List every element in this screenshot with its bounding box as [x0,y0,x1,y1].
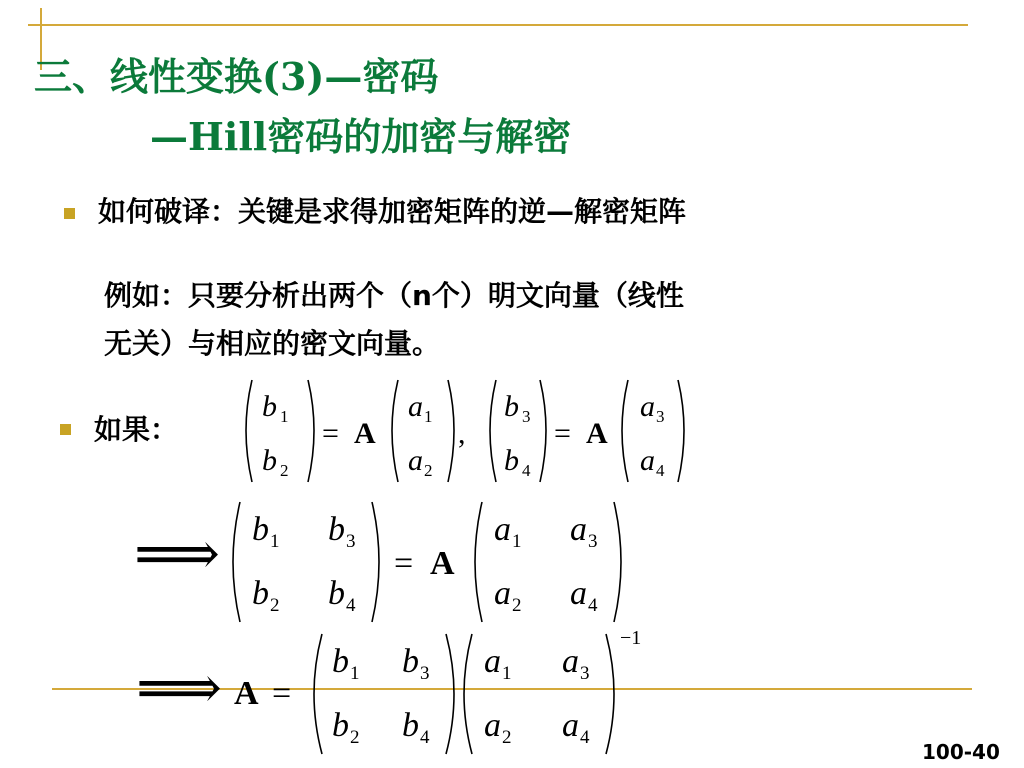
math-a4: a [570,575,587,612]
math-b3-sub: 3 [522,407,531,426]
math-a3-sub: 3 [588,531,598,552]
math-a3-sub: 3 [580,663,590,684]
math-b3: b [504,390,519,423]
page-number: 100-40 [922,740,1000,764]
math-b1-sub: 1 [350,663,360,684]
math-equals: = [322,417,339,450]
math-comma: , [458,417,466,450]
math-b1-sub: 1 [280,407,289,426]
math-b2: b [332,707,349,744]
math-a2: a [494,575,511,612]
math-a2: a [408,444,423,477]
math-b4: b [402,707,419,744]
example-line2: 无关）与相应的密文向量。 [104,327,441,360]
math-b4: b [504,444,519,477]
math-a3: a [640,390,655,423]
math-a3: a [570,511,587,548]
math-b4-sub: 4 [522,461,531,480]
math-b1: b [252,511,269,548]
math-a2-sub: 2 [502,727,512,748]
math-matrix-a: A [354,417,376,450]
math-matrix-a: A [234,675,259,712]
implies-arrow-icon: ⟹ [136,655,223,721]
math-a2: a [484,707,501,744]
math-a4: a [640,444,655,477]
math-b1-sub: 1 [270,531,280,552]
math-equals: = [272,675,292,712]
example-line1: 例如：只要分析出两个（n个）明文向量（线性 [104,279,684,312]
slide-title-line2: —Hill密码的加密与解密 [150,114,572,159]
math-a2-sub: 2 [424,461,433,480]
math-b2-sub: 2 [270,595,280,616]
math-b3: b [328,511,345,548]
math-b4-sub: 4 [420,727,430,748]
math-matrix-a: A [430,545,455,582]
implies-arrow-icon: ⟹ [134,521,221,587]
math-b2-sub: 2 [280,461,289,480]
math-equals: = [554,417,571,450]
math-b3-sub: 3 [346,531,356,552]
math-inverse-exponent: −1 [620,627,642,649]
math-a2-sub: 2 [512,595,522,616]
math-b4: b [328,575,345,612]
math-equals: = [394,545,414,582]
math-a3: a [562,643,579,680]
math-a4-sub: 4 [588,595,598,616]
math-b1: b [262,390,277,423]
math-a1: a [408,390,423,423]
math-b3-sub: 3 [420,663,430,684]
math-b1: b [332,643,349,680]
slide-title-line1: 三、线性变换(3)—密码 [34,54,439,99]
math-a1-sub: 1 [512,531,522,552]
math-b3: b [402,643,419,680]
bullet2-text: 如果： [94,413,179,446]
math-b2-sub: 2 [350,727,360,748]
math-a1: a [494,511,511,548]
math-b4-sub: 4 [346,595,356,616]
math-a4: a [562,707,579,744]
math-a1-sub: 1 [502,663,512,684]
math-a1-sub: 1 [424,407,433,426]
math-a4-sub: 4 [580,727,590,748]
math-b2: b [252,575,269,612]
bullet1-text: 如何破译：关键是求得加密矩阵的逆—解密矩阵 [98,195,687,228]
math-b2: b [262,444,277,477]
math-a1: a [484,643,501,680]
math-a3-sub: 3 [656,407,665,426]
math-matrix-a: A [586,417,608,450]
math-a4-sub: 4 [656,461,665,480]
